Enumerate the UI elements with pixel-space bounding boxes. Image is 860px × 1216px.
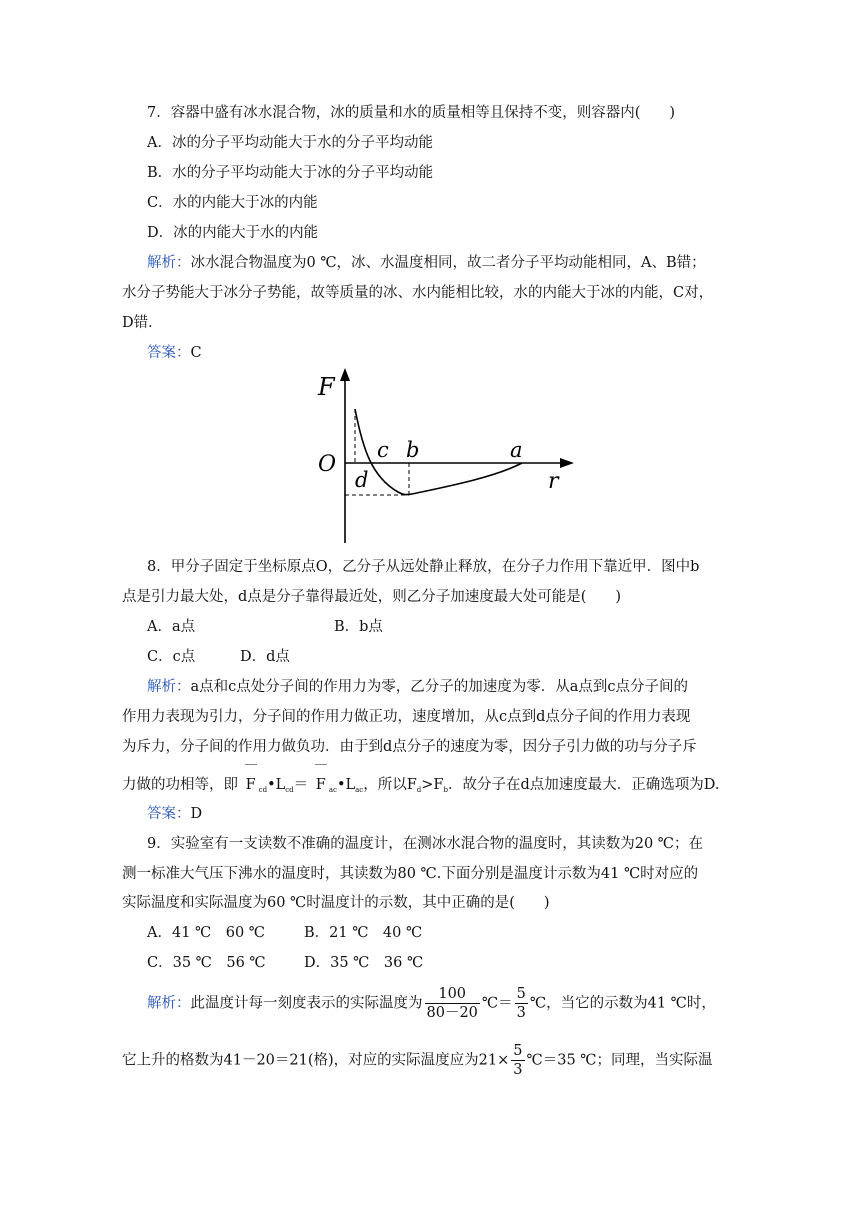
q9-option-c: C．35 ℃ 56 ℃ (147, 955, 266, 971)
q9-analysis-line-1: 解析：此温度计每一刻度表示的实际温度为 $\frac{100}{80-20}$ ℃＝ $\frac{5}{3}$ ℃，当它的示数为41 ℃时， (147, 986, 716, 1021)
point-label-b: b (406, 438, 420, 462)
axis-label-r: r (548, 469, 559, 494)
origin-label: O (318, 452, 337, 477)
q7-option-b: B．水的分子平均动能大于冰的分子平均动能 (147, 165, 434, 181)
q9-option-d: D．35 ℃ 36 ℃ (304, 955, 424, 971)
analysis-label: 解析： (147, 679, 191, 695)
q7-analysis-line-2: 水分子势能大于冰分子势能，故等质量的冰、水内能相比较，水的内能大于冰的内能，C对， (122, 285, 714, 301)
q8-stem-line-1: 8．甲分子固定于坐标原点O，乙分子从远处静止释放，在分子力作用下靠近甲．图中b (147, 559, 700, 575)
q8-analysis-line-4: 力做的功相等，即 F $_{cd}•L_{cd}= F$ $_{ac}•L_{ac}$，所以$F_d>F_b$．故分子在d点加速度最大．正确选项为D. (122, 770, 742, 805)
fraction-5-over-3-b: $\frac{5}{3}$ (513, 1043, 523, 1078)
fraction-5-over-3: $\frac{5}{3}$ (516, 986, 526, 1021)
answer-label: 答案： (147, 806, 191, 822)
point-label-a: a (510, 438, 523, 462)
q7-analysis-line-3: D错． (122, 315, 163, 331)
q7-stem: 7．容器中盛有冰水混合物，冰的质量和水的质量相等且保持不变，则容器内( ) (147, 105, 676, 121)
fraction-100-over-60: $\frac{100}{80-20}$ (426, 986, 478, 1021)
analysis-label: 解析： (147, 255, 191, 271)
force-avg-cd: F (243, 770, 259, 800)
q8-option-b: B．b点 (334, 619, 383, 635)
force-distance-figure (300, 365, 590, 545)
q8-analysis-line-2: 作用力表现为引力，分子间的作用力做正功，速度增加，从c点到d点分子间的作用力表现 (122, 709, 691, 725)
q9-analysis-line-2: 它上升的格数为41－20＝21(格)，对应的实际温度应为21× $\frac{5}{3}$ ℃＝35 ℃；同理，当实际温 (122, 1043, 713, 1078)
q8-option-d: D．d点 (240, 649, 290, 665)
q9-option-b: B．21 ℃ 40 ℃ (304, 925, 423, 941)
q8-stem-line-2: 点是引力最大处，d点是分子靠得最近处，则乙分子加速度最大处可能是( ) (122, 589, 622, 605)
q7-option-a: A．冰的分子平均动能大于水的分子平均动能 (147, 135, 433, 151)
analysis-label: 解析： (147, 995, 191, 1012)
point-label-d: d (355, 468, 369, 492)
q7-option-c: C．水的内能大于冰的内能 (147, 195, 318, 211)
axis-label-f: F (318, 373, 335, 401)
y-axis-arrow (340, 368, 350, 381)
point-label-c: c (377, 438, 389, 462)
q7-option-d: D．冰的内能大于水的内能 (147, 225, 319, 241)
q8-answer: 答案：D (147, 806, 203, 822)
answer-label: 答案： (147, 345, 191, 361)
q8-option-c: C．c点 (147, 649, 196, 665)
q8-option-a: A．a点 (147, 619, 196, 635)
x-axis-arrow (560, 458, 574, 468)
q9-stem-line-3: 实际温度和实际温度为60 ℃时温度计的示数，其中正确的是( ) (122, 895, 550, 911)
q9-option-a: A．41 ℃ 60 ℃ (147, 925, 266, 941)
q8-analysis-line-3: 为斥力，分子间的作用力做负功．由于到d点分子的速度为零，因分子引力做的功与分子斥 (122, 739, 697, 755)
q9-stem-line-1: 9．实验室有一支读数不准确的温度计，在测冰水混合物的温度时，其读数为20 ℃；在 (147, 836, 704, 852)
q9-stem-line-2: 测一标准大气压下沸水的温度时，其读数为80 ℃.下面分别是温度计示数为41 ℃时对应的 (122, 866, 699, 882)
q7-answer: 答案：C (147, 345, 202, 361)
q7-analysis-line-1: 解析：冰水混合物温度为0 ℃，冰、水温度相同，故二者分子平均动能相同，A、B错； (147, 255, 706, 271)
force-avg-ac: F (313, 770, 329, 800)
q8-analysis-line-1: 解析：a点和c点处分子间的作用力为零，乙分子的加速度为零．从a点到c点分子间的 (147, 679, 689, 695)
